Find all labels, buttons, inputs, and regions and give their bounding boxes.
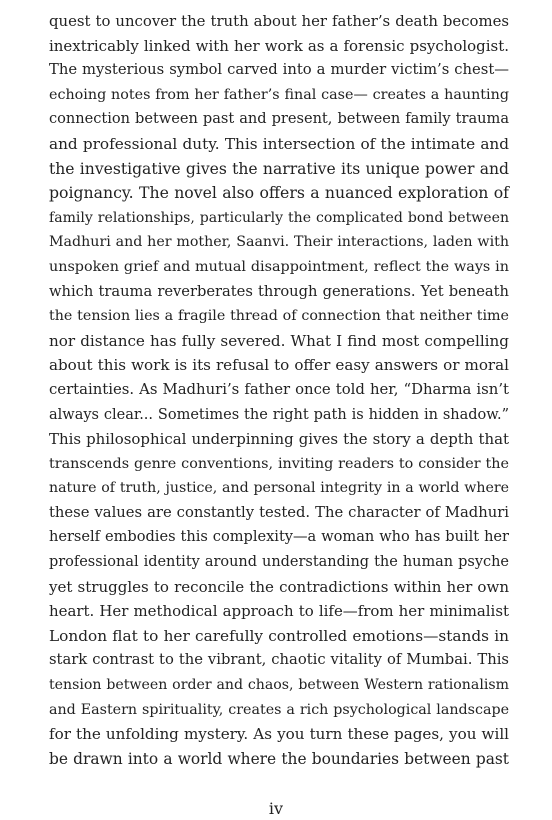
text-line-30: for the unfolding mystery. As you turn these pages, you will [49,725,509,744]
text-line-20: nature of truth, justice, and personal integrity in a world where [49,480,509,497]
text-line-26: London flat to her carefully controlled emotions—stands in [49,626,509,645]
text-line-5: connection between past and present, between family trauma [49,110,509,128]
text-line-16: certainties. As Madhuri’s father once told her, “Dharma isn’t [49,380,509,398]
text-line-1: quest to uncover the truth about her father’s death becomes [49,12,509,30]
page-number: iv [268,799,284,818]
text-line-7: the investigative gives the narrative its unique power and [49,159,509,178]
text-line-10: Madhuri and her mother, Saanvi. Their interactions, laden with [49,234,509,251]
text-line-14: nor distance has fully severed. What I find most compelling [49,331,509,350]
text-line-2: inextricably linked with her work as a forensic psychologist. [49,36,509,55]
body-paragraph [49,9,509,771]
text-line-8: poignancy. The novel also offers a nuanced exploration of [49,183,509,203]
text-line-17: always clear... Sometimes the right path is hidden in shadow.” [49,406,509,423]
text-line-19: transcends genre conventions, inviting readers to consider the [49,455,509,472]
text-line-9: family relationships, particularly the complicated bond between [49,209,509,226]
text-line-25: heart. Her methodical approach to life—from her minimalist [49,602,509,621]
text-line-18: This philosophical underpinning gives the story a depth that [49,430,509,449]
text-line-15: about this work is its refusal to offer easy answers or moral [49,356,509,375]
text-line-3: The mysterious symbol carved into a murder victim’s chest— [49,61,509,79]
text-line-28: tension between order and chaos, between Western rationalism [49,677,509,694]
text-line-4: echoing notes from her father’s final case— creates a haunting [49,86,509,103]
text-line-6: and professional duty. This intersection of the intimate and [49,134,509,153]
text-line-23: professional identity around understanding the human psyche [49,554,509,571]
text-line-21: these values are constantly tested. The character of Madhuri [49,503,509,521]
text-line-11: unspoken grief and mutual disappointment, reflect the ways in [49,258,509,275]
text-line-13: the tension lies a fragile thread of connection that neither time [49,308,509,325]
text-line-29: and Eastern spirituality, creates a rich psychological landscape [49,701,509,718]
text-line-12: which trauma reverberates through generations. Yet beneath [49,282,509,300]
text-line-31: be drawn into a world where the boundaries between past [49,749,509,768]
text-line-27: stark contrast to the vibrant, chaotic vitality of Mumbai. This [49,651,509,669]
text-line-24: yet struggles to reconcile the contradictions within her own [49,577,509,596]
text-line-22: herself embodies this complexity—a woman who has built her [49,528,509,546]
